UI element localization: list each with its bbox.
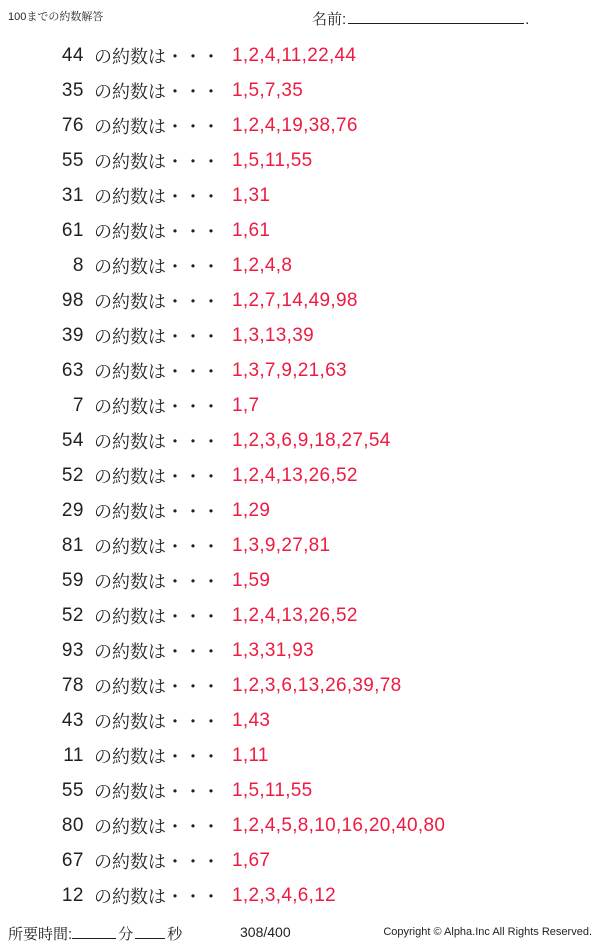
problem-answer: 1,5,11,55 (232, 779, 313, 801)
problem-row (0, 563, 600, 598)
problem-phrase: の約数は・・・ (94, 256, 220, 277)
problem-row (0, 213, 600, 248)
problem-phrase: の約数は・・・ (94, 676, 220, 697)
problem-phrase: の約数は・・・ (94, 186, 220, 207)
problem-answer: 1,43 (232, 709, 271, 731)
problem-answer: 1,2,3,6,9,18,27,54 (232, 429, 391, 451)
seconds-unit-label: 秒 (167, 926, 183, 943)
elapsed-time-field[interactable] (8, 922, 184, 944)
minutes-unit-label: 分 (118, 926, 134, 943)
page-header (0, 6, 600, 36)
problem-number: 55 (61, 779, 84, 801)
problem-number: 67 (61, 849, 84, 871)
problem-row (0, 773, 600, 808)
problem-number: 54 (61, 429, 84, 451)
problem-phrase: の約数は・・・ (94, 571, 220, 592)
problem-row (0, 353, 600, 388)
problem-answer: 1,3,31,93 (232, 639, 314, 661)
problem-number: 61 (61, 219, 84, 241)
problem-row (0, 73, 600, 108)
seconds-input-line[interactable] (135, 922, 165, 939)
problem-row (0, 808, 600, 843)
problem-phrase: の約数は・・・ (94, 326, 220, 347)
problem-answer: 1,2,4,5,8,10,16,20,40,80 (232, 814, 446, 836)
name-suffix: . (525, 11, 530, 28)
problem-row (0, 878, 600, 913)
problem-answer: 1,61 (232, 219, 271, 241)
problem-answer: 1,31 (232, 184, 271, 206)
problem-phrase: の約数は・・・ (94, 466, 220, 487)
problem-number: 80 (61, 814, 84, 836)
problem-phrase: の約数は・・・ (94, 221, 220, 242)
problem-phrase: の約数は・・・ (94, 641, 220, 662)
problem-number: 55 (61, 149, 84, 171)
problem-number: 12 (61, 884, 84, 906)
problem-row (0, 493, 600, 528)
minutes-input-line[interactable] (72, 922, 116, 939)
problem-row (0, 843, 600, 878)
problem-number: 39 (61, 324, 84, 346)
problem-phrase: の約数は・・・ (94, 81, 220, 102)
problem-number: 81 (61, 534, 84, 556)
problem-answer: 1,2,4,11,22,44 (232, 44, 357, 66)
problem-answer: 1,7 (232, 394, 260, 416)
problem-row (0, 458, 600, 493)
problem-phrase: の約数は・・・ (94, 536, 220, 557)
document-title: 100までの約数解答 (8, 11, 104, 23)
problem-row (0, 38, 600, 73)
problem-phrase: の約数は・・・ (94, 606, 220, 627)
problem-answer: 1,3,13,39 (232, 324, 314, 346)
problem-answer: 1,2,4,13,26,52 (232, 464, 358, 486)
problem-number: 78 (61, 674, 84, 696)
problem-number: 44 (61, 44, 84, 66)
problem-answer: 1,29 (232, 499, 271, 521)
problem-phrase: の約数は・・・ (94, 781, 220, 802)
problem-answer: 1,2,3,6,13,26,39,78 (232, 674, 402, 696)
problem-phrase: の約数は・・・ (94, 291, 220, 312)
problem-answer: 1,5,11,55 (232, 149, 313, 171)
name-input-line[interactable] (348, 6, 524, 24)
problem-phrase: の約数は・・・ (94, 361, 220, 382)
problem-number: 8 (72, 254, 84, 276)
problem-number: 76 (61, 114, 84, 136)
problem-row (0, 633, 600, 668)
problem-answer: 1,3,7,9,21,63 (232, 359, 347, 381)
problem-number: 93 (61, 639, 84, 661)
problem-answer: 1,3,9,27,81 (232, 534, 331, 556)
page-footer (0, 920, 600, 946)
problem-row (0, 108, 600, 143)
problem-row (0, 388, 600, 423)
problem-number: 11 (63, 744, 84, 766)
problem-phrase: の約数は・・・ (94, 151, 220, 172)
problem-row (0, 143, 600, 178)
problem-number: 43 (61, 709, 84, 731)
problem-answer: 1,67 (232, 849, 271, 871)
problem-phrase: の約数は・・・ (94, 431, 220, 452)
problem-number: 31 (61, 184, 84, 206)
problem-number: 52 (61, 464, 84, 486)
name-field[interactable] (312, 6, 529, 29)
problem-row (0, 283, 600, 318)
problem-row (0, 703, 600, 738)
problem-answer: 1,2,7,14,49,98 (232, 289, 358, 311)
problem-phrase: の約数は・・・ (94, 396, 220, 417)
problem-row (0, 598, 600, 633)
page-count: 308/400 (240, 924, 291, 940)
problem-phrase: の約数は・・・ (94, 886, 220, 907)
problem-phrase: の約数は・・・ (94, 851, 220, 872)
problem-answer: 1,2,4,19,38,76 (232, 114, 358, 136)
problem-phrase: の約数は・・・ (94, 711, 220, 732)
problem-row (0, 248, 600, 283)
problem-answer: 1,2,4,13,26,52 (232, 604, 358, 626)
problem-row (0, 528, 600, 563)
problem-answer: 1,2,4,8 (232, 254, 293, 276)
problem-row (0, 738, 600, 773)
problem-answer: 1,5,7,35 (232, 79, 304, 101)
elapsed-time-label: 所要時間: (8, 926, 73, 943)
problem-number: 63 (61, 359, 84, 381)
problem-number: 52 (61, 604, 84, 626)
problem-row (0, 423, 600, 458)
problem-answer: 1,59 (232, 569, 271, 591)
problem-phrase: の約数は・・・ (94, 746, 220, 767)
problem-phrase: の約数は・・・ (94, 46, 220, 67)
problem-phrase: の約数は・・・ (94, 816, 220, 837)
problem-answer: 1,2,3,4,6,12 (232, 884, 336, 906)
problem-phrase: の約数は・・・ (94, 116, 220, 137)
problem-row (0, 318, 600, 353)
problem-phrase: の約数は・・・ (94, 501, 220, 522)
problem-number: 7 (72, 394, 84, 416)
problem-number: 29 (61, 499, 84, 521)
name-label: 名前: (312, 11, 347, 28)
problem-row (0, 668, 600, 703)
problem-number: 35 (61, 79, 84, 101)
problem-row (0, 178, 600, 213)
problem-number: 98 (61, 289, 84, 311)
problem-list (0, 38, 600, 913)
copyright-notice: Copyright © Alpha.Inc All Rights Reserved. (383, 926, 592, 938)
problem-number: 59 (61, 569, 84, 591)
problem-answer: 1,11 (232, 744, 269, 766)
